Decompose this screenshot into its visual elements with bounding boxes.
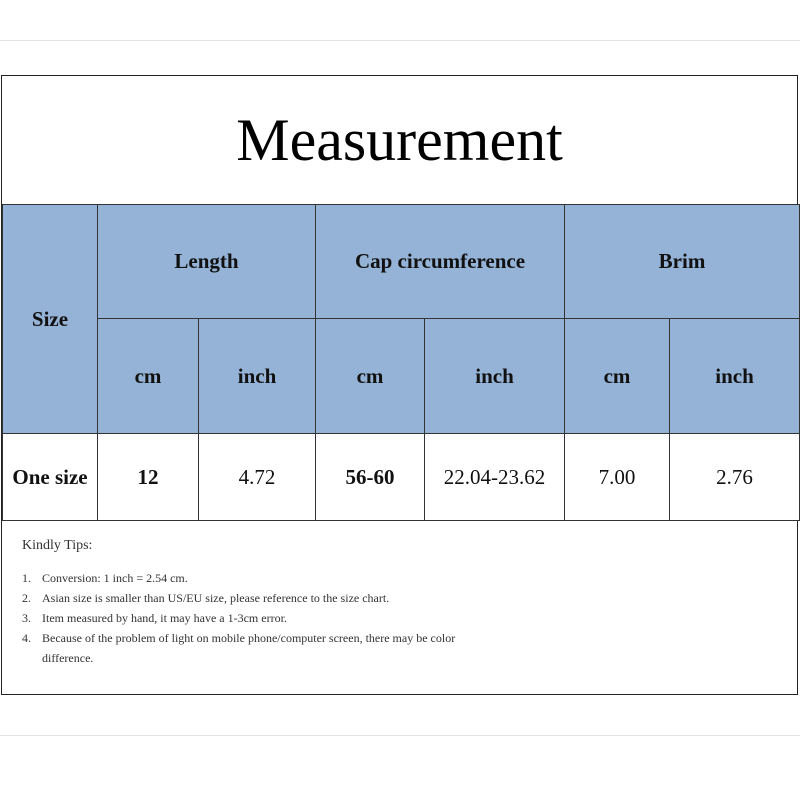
tips-list	[22, 568, 782, 668]
tip-number: 3.	[22, 611, 31, 625]
tip-number: 1.	[22, 571, 31, 585]
table-unit-row	[3, 319, 800, 434]
value-cell: 2.76	[670, 434, 800, 521]
brim-header: Brim	[565, 205, 800, 319]
measurement-sheet	[1, 75, 798, 695]
unit-cell: inch	[670, 319, 800, 434]
value-cell: 22.04-23.62	[425, 434, 565, 521]
value-cell: 4.72	[199, 434, 316, 521]
page-edge-bottom	[0, 735, 800, 736]
tip-number: 4.	[22, 631, 31, 645]
unit-cell: cm	[316, 319, 425, 434]
list-item	[22, 608, 782, 628]
size-table	[2, 204, 800, 521]
tip-text: Asian size is smaller than US/EU size, please reference to the size chart.	[42, 591, 390, 605]
tip-number: 2.	[22, 591, 31, 605]
tip-text: Conversion: 1 inch = 2.54 cm.	[42, 571, 188, 585]
value-cell: 56-60	[316, 434, 425, 521]
value-cell: 7.00	[565, 434, 670, 521]
page-title: Measurement	[236, 106, 563, 173]
list-item	[22, 588, 782, 608]
tip-text: Item measured by hand, it may have a 1-3cm error.	[42, 611, 287, 625]
length-header: Length	[98, 205, 316, 319]
table-header-row	[3, 205, 800, 319]
value-cell: 12	[98, 434, 199, 521]
list-item	[22, 568, 782, 588]
tips-title: Kindly Tips:	[22, 538, 93, 553]
list-item	[22, 628, 782, 668]
unit-cell: cm	[565, 319, 670, 434]
cap-circumference-header: Cap circumference	[316, 205, 565, 319]
tip-text: Because of the problem of light on mobile phone/computer screen, there may be color difference.	[42, 631, 456, 665]
kindly-tips	[22, 538, 782, 668]
unit-cell: cm	[98, 319, 199, 434]
unit-cell: inch	[425, 319, 565, 434]
unit-cell: inch	[199, 319, 316, 434]
size-cell: One size	[3, 434, 98, 521]
size-header: Size	[3, 205, 98, 434]
page-edge-top	[0, 40, 800, 41]
table-row	[3, 434, 800, 521]
